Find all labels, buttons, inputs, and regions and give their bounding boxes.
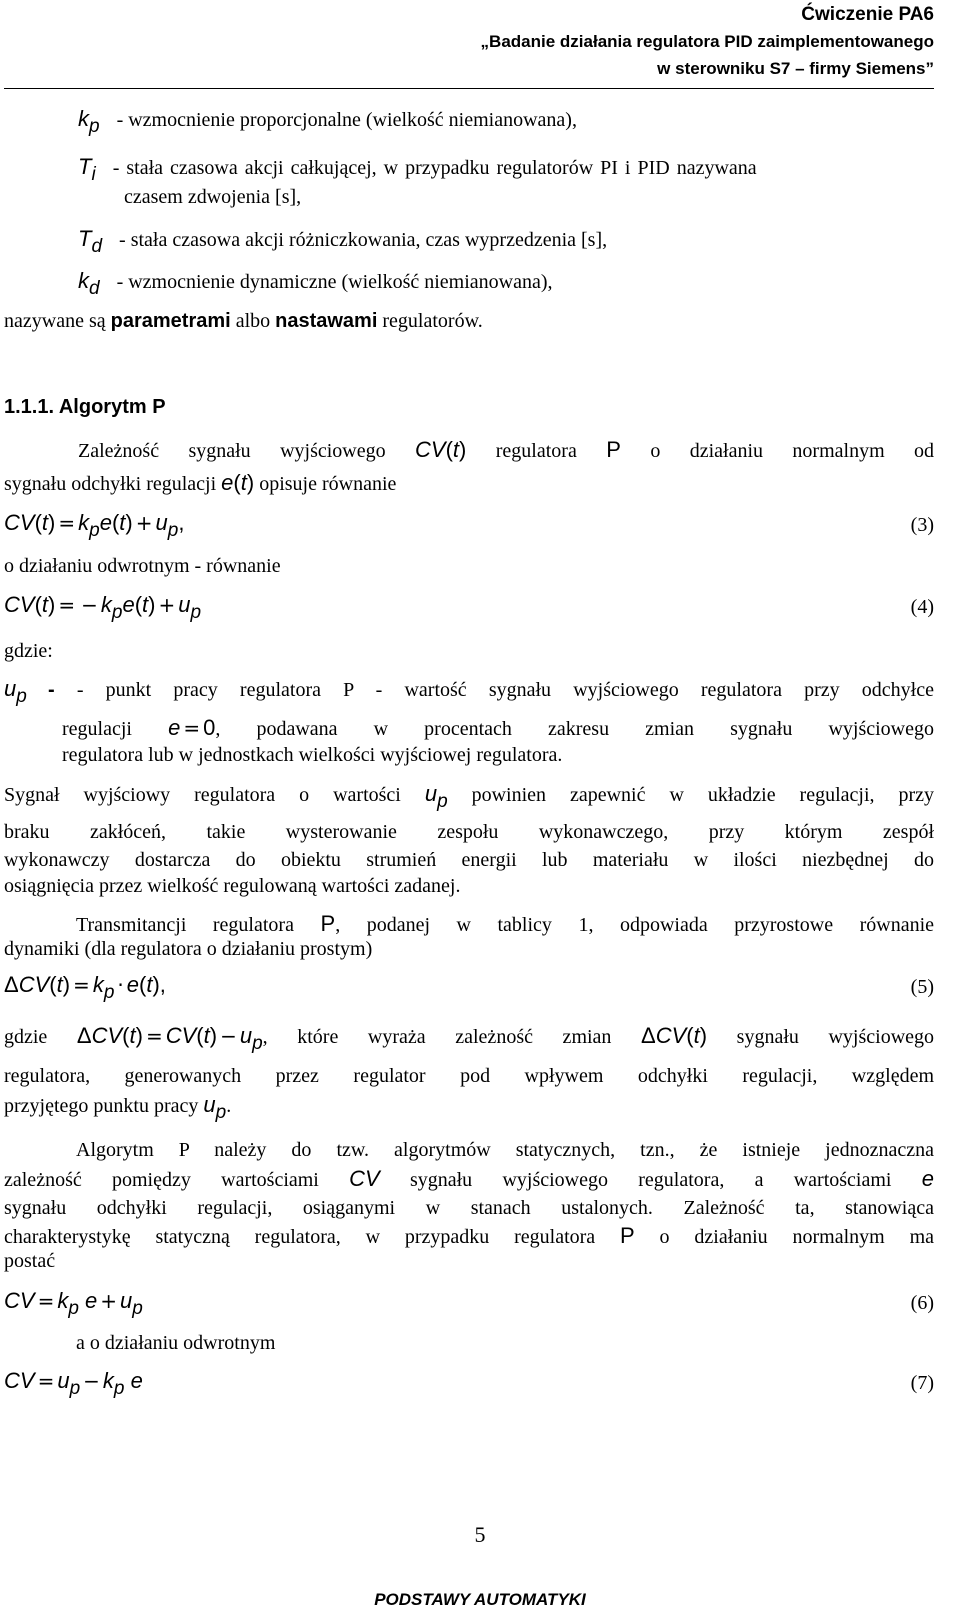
section-title: 1.1.1. Algorytm P [4, 396, 166, 418]
up-symbol: up [4, 676, 27, 707]
equation-3: CV(t) = kpe(t) + up, [4, 510, 185, 541]
para5-line5: postać [4, 1250, 56, 1272]
definition-ti-cont: czasem zdwojenia [s], [124, 186, 302, 208]
exercise-title-line1: „Badanie działania regulatora PID zaimplementowanego [480, 32, 934, 51]
equation-7: CV = up − kp e [4, 1368, 143, 1399]
page-header [481, 2, 934, 82]
equation-6-number: (6) [910, 1292, 934, 1314]
definition-td: Td - stała czasowa akcji różniczkowania, czas wyprzedzenia [s], [78, 226, 608, 257]
reverse2-text: a o działaniu odwrotnym [76, 1332, 276, 1354]
para1-line2: sygnału odchyłki regulacji e(t) opisuje równanie [4, 470, 397, 495]
parameters-line: nazywane są parametrami albo nastawami regulatorów. [4, 310, 483, 332]
para3-line2: dynamiki (dla regulatora o działaniu prostym) [4, 938, 373, 960]
up-def-line2: regulacji e = 0, podawana w procentach zakresu zmian sygnału wyjściowego [62, 715, 935, 740]
definition-kd: kd - wzmocnienie dynamiczne (wielkość niemianowana), [78, 268, 553, 299]
equation-4: CV(t) = − kpe(t) + up [4, 592, 202, 623]
para5-line3: sygnału odchyłki regulacji, osiąganymi w stanach ustalonych. Zależność ta, stanowiąca [4, 1197, 934, 1219]
header-divider [4, 88, 934, 89]
para5-line4: charakterystykę statyczną regulatora, w przypadku regulatora P o działaniu normalnym ma [4, 1223, 934, 1248]
page-footer: PODSTAWY AUTOMATYKI [374, 1590, 586, 1609]
equation-6: CV = kp e + up [4, 1288, 143, 1319]
exercise-label: Ćwiczenie PA6 [801, 4, 934, 25]
para3-line1: Transmitancji regulatora P, podanej w tablicy 1, odpowiada przyrostowe równanie [76, 911, 935, 936]
equation-5: ΔCV(t) = kp · e(t), [4, 972, 166, 1003]
para2-line3: wykonawczy dostarcza do obiektu strumień energii lub materiału w ilości niezbędnej do [4, 849, 934, 871]
page-number: 5 [474, 1522, 486, 1547]
definition-ti: Ti - stała czasowa akcji całkującej, w przypadku regulatorów PI i PID nazywana [78, 154, 757, 185]
para5-line1: Algorytm P należy do tzw. algorytmów statycznych, tzn., że istnieje jednoznaczna [76, 1139, 934, 1161]
exercise-title-line2: w sterowniku S7 – firmy Siemens” [657, 59, 934, 78]
equation-3-number: (3) [910, 514, 934, 536]
para1-line1: Zależność sygnału wyjściowego CV(t) regulatora P o działaniu normalnym od [78, 437, 935, 462]
para2-line1: Sygnał wyjściowy regulatora o wartości up powinien zapewnić w układzie regulacji, przy [4, 781, 934, 812]
para4-line2: regulatora, generowanych przez regulator pod wpływem odchyłki regulacji, względem [4, 1065, 934, 1087]
equation-4-number: (4) [910, 596, 934, 618]
definition-kp: kp - wzmocnienie proporcjonalne (wielkość niemianowana), [78, 106, 577, 137]
equation-5-number: (5) [910, 976, 934, 998]
up-def-line3: regulatora lub w jednostkach wielkości wyjściowej regulatora. [62, 744, 563, 766]
para4-line3: przyjętego punktu pracy up. [4, 1092, 232, 1123]
equation-7-number: (7) [910, 1372, 934, 1394]
up-def-line1: - - punkt pracy regulatora P - wartość sygnału wyjściowego regulatora przy odchyłce [48, 679, 934, 701]
para2-line2: braku zakłóceń, takie wysterowanie zespołu wykonawczego, przy którym zespół [4, 821, 934, 843]
para5-line2: zależność pomiędzy wartościami CV sygnału wyjściowego regulatora, a wartościami e [4, 1166, 934, 1191]
para2-line4: osiągnięcia przez wielkość regulowaną wartości zadanej. [4, 875, 461, 897]
para4-line1: gdzie ΔCV(t) = CV(t) − up, które wyraża zależność zmian ΔCV(t) sygnału wyjściowego [4, 1023, 935, 1054]
gdzie-label: gdzie: [4, 640, 53, 662]
reverse-text: o działaniu odwrotnym - równanie [4, 555, 281, 577]
